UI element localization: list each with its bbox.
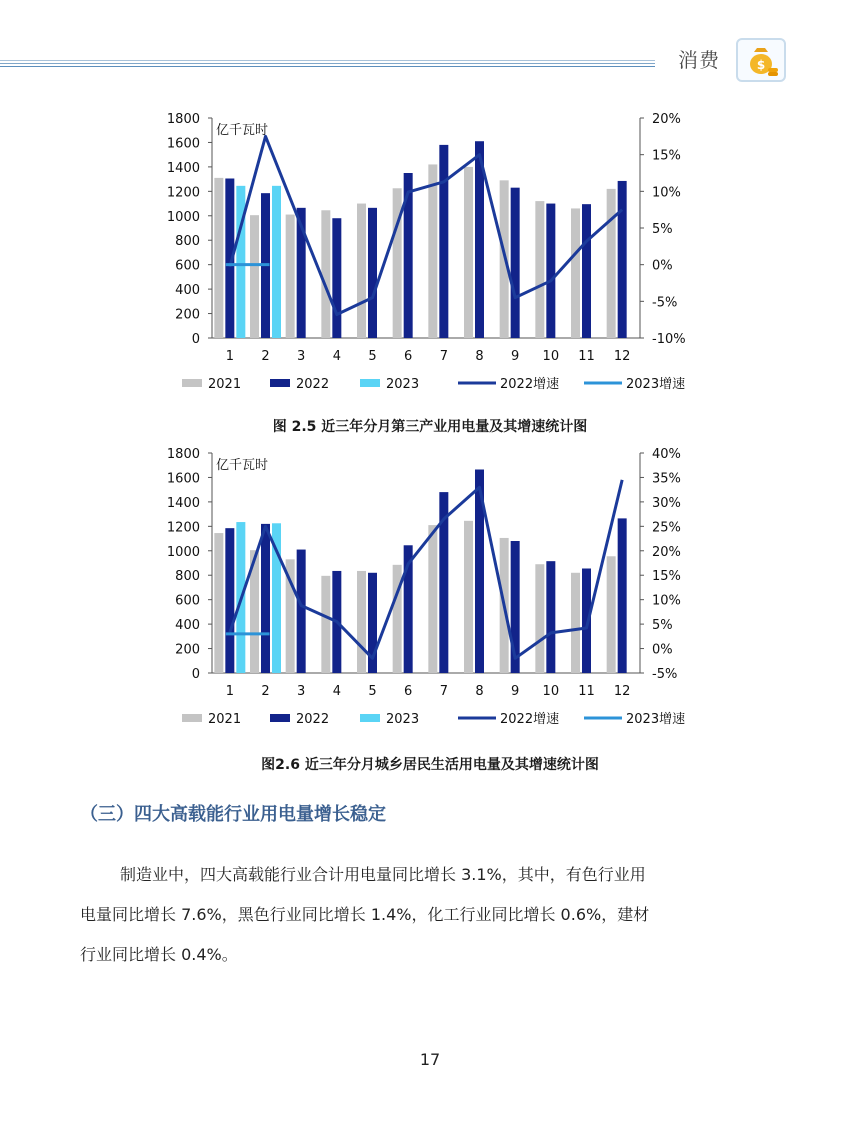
bar-2023-2 (272, 186, 281, 338)
section-title: （三）四大高载能行业用电量增长稳定 (80, 804, 386, 825)
bar-2022-4 (332, 218, 341, 338)
x-tick-label: 8 (475, 684, 484, 699)
bar-2021-12 (607, 556, 616, 673)
x-tick-label: 11 (578, 684, 595, 699)
x-tick-label: 7 (439, 684, 448, 699)
x-tick-label: 1 (225, 349, 234, 364)
x-tick-label: 12 (613, 349, 631, 364)
right-tick-label: -10% (652, 332, 686, 347)
bar-2021-7 (428, 164, 437, 338)
left-tick-label: 1600 (166, 471, 200, 487)
bar-2022-9 (511, 188, 520, 338)
legend-swatch-2021 (182, 379, 202, 387)
legend-label-2021: 2021 (208, 377, 242, 392)
x-tick-label: 2 (261, 684, 270, 699)
bar-2021-5 (357, 571, 366, 673)
left-tick-label: 800 (175, 234, 200, 250)
bar-2021-2 (250, 215, 259, 338)
left-tick-label: 200 (175, 307, 200, 323)
bar-2021-4 (321, 576, 330, 673)
chart-tertiary-industry-electricity (0, 105, 860, 405)
chart-residential-electricity (0, 440, 860, 740)
x-tick-label: 10 (542, 349, 560, 364)
legend-label-2023: 2023 (386, 712, 420, 727)
right-tick-label: 35% (652, 471, 681, 487)
x-tick-label: 8 (475, 349, 484, 364)
bar-2021-3 (286, 215, 295, 338)
bar-2022-1 (225, 528, 234, 673)
legend-swatch-2021 (182, 714, 202, 722)
body-paragraph (80, 855, 780, 975)
right-tick-label: 20% (652, 544, 681, 560)
legend-label-2023增速: 2023增速 (626, 712, 686, 727)
right-tick-label: 10% (652, 185, 681, 201)
money-bag-icon (736, 38, 786, 82)
bar-2022-7 (439, 145, 448, 338)
left-tick-label: 800 (175, 569, 200, 585)
bar-2021-5 (357, 204, 366, 338)
right-tick-label: 10% (652, 593, 681, 609)
x-tick-label: 9 (511, 349, 520, 364)
right-tick-label: -5% (652, 295, 678, 311)
left-tick-label: 400 (175, 283, 200, 299)
right-tick-label: 30% (652, 495, 681, 511)
bar-2022-12 (618, 518, 627, 673)
right-tick-label: 20% (652, 112, 681, 127)
left-tick-label: 1800 (166, 447, 200, 462)
x-tick-label: 2 (261, 349, 270, 364)
x-tick-label: 11 (578, 349, 595, 364)
bar-2021-1 (214, 533, 223, 673)
bar-2023-1 (236, 186, 245, 338)
left-tick-label: 1000 (166, 209, 200, 225)
x-tick-label: 6 (404, 349, 413, 364)
x-tick-label: 10 (542, 684, 560, 699)
bar-2021-1 (214, 178, 223, 338)
header-title: 消费 (678, 48, 720, 72)
right-tick-label: 0% (652, 642, 673, 658)
legend-swatch-2022 (270, 379, 290, 387)
legend-label-2022增速: 2022增速 (500, 712, 560, 727)
left-tick-label: 600 (175, 593, 200, 609)
right-tick-label: 25% (652, 520, 681, 536)
legend-swatch-2022 (270, 714, 290, 722)
x-tick-label: 4 (332, 349, 341, 364)
left-tick-label: 600 (175, 258, 200, 274)
header-rule (0, 60, 655, 69)
x-tick-label: 5 (368, 684, 377, 699)
bar-2021-4 (321, 210, 330, 338)
left-tick-label: 0 (191, 667, 200, 682)
bar-2022-3 (297, 550, 306, 673)
left-tick-label: 200 (175, 642, 200, 658)
x-tick-label: 3 (297, 684, 306, 699)
legend-label-2022: 2022 (296, 377, 330, 392)
left-tick-label: 1000 (166, 544, 200, 560)
page-number: 17 (419, 1050, 441, 1069)
page-header (0, 0, 860, 100)
left-tick-label: 1800 (166, 112, 200, 127)
bar-2022-11 (582, 204, 591, 338)
right-tick-label: 40% (652, 447, 681, 462)
left-tick-label: 1400 (166, 160, 200, 176)
bar-2021-8 (464, 167, 473, 338)
left-tick-label: 1600 (166, 136, 200, 152)
bar-2021-10 (535, 564, 544, 673)
x-tick-label: 9 (511, 684, 520, 699)
left-tick-label: 400 (175, 618, 200, 634)
chart2-caption: 图2.6 近三年分月城乡居民生活用电量及其增速统计图 (261, 757, 599, 773)
legend-swatch-2023 (360, 379, 380, 387)
right-tick-label: 5% (652, 618, 673, 634)
x-tick-label: 1 (225, 684, 234, 699)
right-tick-label: -5% (652, 667, 678, 682)
bar-2021-10 (535, 201, 544, 338)
bar-2022-10 (546, 204, 555, 338)
bar-2021-11 (571, 208, 580, 338)
right-tick-label: 5% (652, 222, 673, 237)
bar-2022-2 (261, 524, 270, 673)
unit-label: 亿千瓦时 (216, 458, 269, 473)
legend-label-2023: 2023 (386, 377, 420, 392)
bar-2021-8 (464, 521, 473, 673)
x-tick-label: 4 (332, 684, 341, 699)
legend-label-2022: 2022 (296, 712, 330, 727)
x-tick-label: 6 (404, 684, 413, 699)
x-tick-label: 5 (368, 349, 377, 364)
bar-2021-7 (428, 525, 437, 673)
right-tick-label: 0% (652, 258, 673, 274)
left-tick-label: 0 (191, 332, 200, 347)
chart1-caption: 图 2.5 近三年分月第三产业用电量及其增速统计图 (272, 419, 588, 435)
left-tick-label: 1400 (166, 495, 200, 511)
bar-2022-5 (368, 208, 377, 338)
x-tick-label: 12 (613, 684, 631, 699)
bar-2021-11 (571, 573, 580, 673)
legend-label-2021: 2021 (208, 712, 242, 727)
bar-2022-10 (546, 561, 555, 673)
paragraph-line: 电量同比增长 7.6%，黑色行业同比增长 1.4%，化工行业同比增长 0.6%，建材 (80, 905, 650, 924)
right-tick-label: 15% (652, 148, 681, 164)
paragraph-line: 行业同比增长 0.4%。 (80, 945, 238, 964)
right-tick-label: 15% (652, 569, 681, 585)
x-tick-label: 3 (297, 349, 306, 364)
legend-swatch-2023 (360, 714, 380, 722)
legend-label-2023增速: 2023增速 (626, 377, 686, 392)
svg-text:$: $ (756, 58, 766, 72)
x-tick-label: 7 (439, 349, 448, 364)
left-tick-label: 1200 (166, 185, 200, 201)
legend-label-2022增速: 2022增速 (500, 377, 560, 392)
unit-label: 亿千瓦时 (216, 123, 269, 138)
bar-2021-12 (607, 189, 616, 338)
paragraph-line: 制造业中，四大高载能行业合计用电量同比增长 3.1%，其中，有色行业用 (120, 865, 646, 884)
left-tick-label: 1200 (166, 520, 200, 536)
bar-2022-12 (618, 181, 627, 338)
